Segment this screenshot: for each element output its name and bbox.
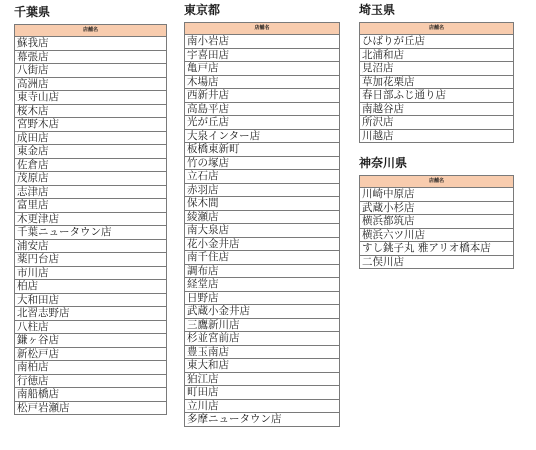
store-name-cell: 町田店: [185, 386, 340, 400]
store-name-cell: 蘇我店: [15, 37, 167, 51]
store-name-cell: 多摩ニュータウン店: [185, 413, 340, 427]
table-row: [185, 264, 340, 278]
table-row: [15, 64, 167, 78]
table-row: [15, 199, 167, 213]
store-name-cell: 南柏店: [15, 361, 167, 375]
table-row: [15, 185, 167, 199]
table-row: [360, 129, 514, 143]
store-name-cell: 南越谷店: [360, 102, 514, 116]
store-table: [184, 22, 340, 427]
table-row: [185, 129, 340, 143]
store-table: [359, 175, 514, 269]
store-table: [359, 22, 514, 143]
table-row: [15, 266, 167, 280]
store-name-cell: 南小岩店: [185, 35, 340, 49]
store-name-cell: 富里店: [15, 199, 167, 213]
table-row: [15, 334, 167, 348]
store-name-cell: 綾瀬店: [185, 210, 340, 224]
table-row: [15, 253, 167, 267]
table-row: [185, 62, 340, 76]
store-name-cell: 幕張店: [15, 50, 167, 64]
store-name-cell: 西新井店: [185, 89, 340, 103]
table-row: [15, 145, 167, 159]
table-row: [360, 35, 514, 49]
store-name-cell: 佐倉店: [15, 158, 167, 172]
table-row: [15, 118, 167, 132]
table-row: [360, 89, 514, 103]
table-row: [185, 156, 340, 170]
store-name-cell: 東大和店: [185, 359, 340, 373]
table-row: [185, 170, 340, 184]
store-name-cell: 松戸岩瀬店: [15, 401, 167, 415]
table-row: [15, 307, 167, 321]
column-header: 店舗名: [360, 23, 514, 35]
store-name-cell: 薬円台店: [15, 253, 167, 267]
prefecture-block-chiba: [14, 5, 167, 415]
store-name-cell: 川崎中原店: [360, 188, 514, 202]
store-name-cell: 春日部ふじ通り店: [360, 89, 514, 103]
table-row: [360, 62, 514, 76]
table-row: [15, 37, 167, 51]
store-name-cell: 赤羽店: [185, 183, 340, 197]
table-row: [15, 91, 167, 105]
store-name-cell: 狛江店: [185, 372, 340, 386]
store-name-cell: 大泉インター店: [185, 129, 340, 143]
table-row: [185, 386, 340, 400]
store-name-cell: 北浦和店: [360, 48, 514, 62]
store-name-cell: 茂原店: [15, 172, 167, 186]
store-name-cell: 北習志野店: [15, 307, 167, 321]
store-name-cell: 立川店: [185, 399, 340, 413]
store-name-cell: 高洲店: [15, 77, 167, 91]
table-row: [185, 399, 340, 413]
store-name-cell: 保木間: [185, 197, 340, 211]
table-row: [15, 347, 167, 361]
prefecture-block-kanagawa: [359, 156, 514, 269]
store-name-cell: 南千住店: [185, 251, 340, 265]
table-row: [360, 242, 514, 256]
store-name-cell: 高島平店: [185, 102, 340, 116]
table-row: [185, 35, 340, 49]
store-name-cell: 木場店: [185, 75, 340, 89]
store-name-cell: 二俣川店: [360, 255, 514, 269]
store-name-cell: 武蔵小金井店: [185, 305, 340, 319]
prefecture-title: 神奈川県: [359, 156, 408, 170]
table-row: [360, 255, 514, 269]
table-row: [185, 224, 340, 238]
store-name-cell: すし銚子丸 雅アリオ橋本店: [360, 242, 514, 256]
table-row: [185, 183, 340, 197]
table-row: [15, 131, 167, 145]
table-row: [185, 197, 340, 211]
store-name-cell: 浦安店: [15, 239, 167, 253]
prefecture-block-tokyo: [184, 3, 340, 427]
table-row: [360, 102, 514, 116]
store-name-cell: 東寺山店: [15, 91, 167, 105]
table-row: [15, 239, 167, 253]
table-row: [185, 332, 340, 346]
column-header: 店舗名: [185, 23, 340, 35]
table-row: [15, 158, 167, 172]
prefecture-title: 千葉県: [14, 5, 51, 19]
table-row: [15, 361, 167, 375]
table-row: [185, 210, 340, 224]
table-row: [185, 116, 340, 130]
table-row: [185, 359, 340, 373]
store-name-cell: ひばりが丘店: [360, 35, 514, 49]
store-name-cell: 亀戸店: [185, 62, 340, 76]
store-name-cell: 見沼店: [360, 62, 514, 76]
store-name-cell: 光が丘店: [185, 116, 340, 130]
store-name-cell: 南船橋店: [15, 388, 167, 402]
store-name-cell: 板橋東新町: [185, 143, 340, 157]
store-name-cell: 花小金井店: [185, 237, 340, 251]
store-name-cell: 成田店: [15, 131, 167, 145]
table-row: [360, 228, 514, 242]
table-row: [15, 401, 167, 415]
store-name-cell: 宮野木店: [15, 118, 167, 132]
store-name-cell: 大和田店: [15, 293, 167, 307]
prefecture-title: 埼玉県: [359, 3, 396, 17]
store-name-cell: 竹の塚店: [185, 156, 340, 170]
table-row: [15, 104, 167, 118]
table-row: [360, 201, 514, 215]
store-name-cell: 宇喜田店: [185, 48, 340, 62]
table-row: [185, 305, 340, 319]
prefecture-block-saitama: [359, 3, 514, 143]
table-row: [185, 278, 340, 292]
table-row: [15, 50, 167, 64]
store-name-cell: 横浜都筑店: [360, 215, 514, 229]
store-table: [14, 24, 167, 415]
store-name-cell: 三鷹新川店: [185, 318, 340, 332]
table-row: [15, 293, 167, 307]
table-row: [15, 77, 167, 91]
store-name-cell: 川越店: [360, 129, 514, 143]
store-name-cell: 横浜六ツ川店: [360, 228, 514, 242]
table-row: [185, 75, 340, 89]
table-row: [185, 143, 340, 157]
table-row: [185, 318, 340, 332]
table-row: [15, 226, 167, 240]
table-row: [185, 48, 340, 62]
table-row: [185, 372, 340, 386]
store-name-cell: 柏店: [15, 280, 167, 294]
store-name-cell: 行徳店: [15, 374, 167, 388]
table-row: [15, 374, 167, 388]
store-name-cell: 志津店: [15, 185, 167, 199]
table-row: [360, 48, 514, 62]
table-row: [185, 251, 340, 265]
store-name-cell: 豊玉南店: [185, 345, 340, 359]
table-row: [15, 320, 167, 334]
table-row: [360, 188, 514, 202]
store-name-cell: 市川店: [15, 266, 167, 280]
store-name-cell: 桜木店: [15, 104, 167, 118]
prefecture-title: 東京都: [184, 3, 221, 17]
store-name-cell: 木更津店: [15, 212, 167, 226]
table-row: [185, 345, 340, 359]
store-name-cell: 鎌ヶ谷店: [15, 334, 167, 348]
column-header: 店舗名: [15, 25, 167, 37]
store-name-cell: 南大泉店: [185, 224, 340, 238]
store-name-cell: 立石店: [185, 170, 340, 184]
store-name-cell: 杉並宮前店: [185, 332, 340, 346]
store-name-cell: 日野店: [185, 291, 340, 305]
table-row: [360, 116, 514, 130]
store-name-cell: 新松戸店: [15, 347, 167, 361]
store-name-cell: 八柱店: [15, 320, 167, 334]
store-name-cell: 所沢店: [360, 116, 514, 130]
table-row: [185, 291, 340, 305]
store-name-cell: 調布店: [185, 264, 340, 278]
table-row: [360, 75, 514, 89]
table-row: [15, 388, 167, 402]
store-name-cell: 八街店: [15, 64, 167, 78]
table-row: [185, 413, 340, 427]
store-name-cell: 武蔵小杉店: [360, 201, 514, 215]
store-name-cell: 千葉ニュータウン店: [15, 226, 167, 240]
store-name-cell: 草加花栗店: [360, 75, 514, 89]
store-name-cell: 経堂店: [185, 278, 340, 292]
table-row: [185, 102, 340, 116]
table-row: [360, 215, 514, 229]
column-header: 店舗名: [360, 176, 514, 188]
table-row: [185, 89, 340, 103]
table-row: [185, 237, 340, 251]
store-name-cell: 東金店: [15, 145, 167, 159]
table-row: [15, 212, 167, 226]
table-row: [15, 172, 167, 186]
table-row: [15, 280, 167, 294]
